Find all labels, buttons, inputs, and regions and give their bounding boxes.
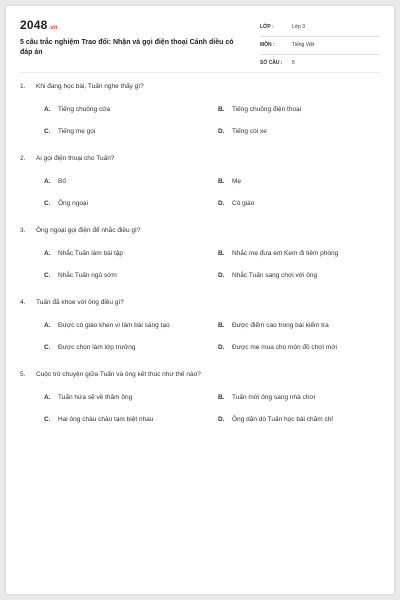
option-text: Tiếng còi xe bbox=[232, 128, 267, 135]
option-text: Nhắc Tuấn sang chơi với ông bbox=[232, 272, 318, 279]
option-text: Tiếng chuông điện thoại bbox=[232, 106, 302, 113]
option-text: Hai ông cháu chào tạm biệt nhau bbox=[58, 416, 154, 423]
option-text: Tiếng chuông cửa bbox=[58, 106, 111, 113]
option-letter: A. bbox=[44, 250, 51, 257]
question-text bbox=[20, 83, 144, 90]
option-letter: B. bbox=[218, 394, 225, 401]
meta-label: MÔN : bbox=[260, 42, 275, 48]
option-c[interactable] bbox=[44, 128, 95, 135]
question-3 bbox=[20, 222, 380, 294]
option-text: Tuấn hứa sẽ về thăm ông bbox=[58, 394, 133, 401]
option-letter: A. bbox=[44, 178, 51, 185]
question-number: 4. bbox=[20, 299, 26, 306]
option-text: Được mẹ mua cho món đồ chơi mới bbox=[232, 344, 337, 351]
option-a[interactable] bbox=[44, 250, 123, 257]
option-letter: D. bbox=[218, 344, 225, 351]
meta-label: LỚP : bbox=[260, 24, 274, 30]
option-b[interactable] bbox=[218, 394, 315, 401]
option-letter: A. bbox=[44, 106, 51, 113]
option-text: Bố bbox=[58, 178, 66, 185]
meta-value: Tiếng Việt bbox=[292, 42, 315, 48]
option-letter: A. bbox=[44, 394, 51, 401]
question-stem: Ông ngoại gọi điện để nhắc điều gì? bbox=[36, 227, 141, 234]
question-number: 5. bbox=[20, 371, 26, 378]
question-text bbox=[20, 155, 114, 162]
option-b[interactable] bbox=[218, 106, 301, 113]
option-letter: A. bbox=[44, 322, 51, 329]
question-5 bbox=[20, 366, 380, 438]
question-2 bbox=[20, 150, 380, 222]
option-d[interactable] bbox=[218, 344, 337, 351]
meta-row-count bbox=[260, 58, 380, 73]
document-title: 5 câu trắc nghiệm Trao đổi: Nhận và gọi điện thoại Cánh diều có đáp án bbox=[20, 39, 234, 56]
question-text bbox=[20, 227, 140, 234]
option-letter: D. bbox=[218, 128, 225, 135]
option-letter: D. bbox=[218, 416, 225, 423]
question-list bbox=[20, 78, 380, 438]
logo-tld: .vn bbox=[48, 25, 58, 31]
option-text: Nhắc Tuấn làm bài tập bbox=[58, 250, 124, 257]
option-a[interactable] bbox=[44, 106, 110, 113]
option-d[interactable] bbox=[218, 128, 267, 135]
header-divider bbox=[20, 72, 380, 73]
question-stem: Khi đang học bài, Tuấn nghe thấy gì? bbox=[36, 83, 144, 90]
question-number: 3. bbox=[20, 227, 26, 234]
option-text: Tiếng mẹ gọi bbox=[58, 128, 96, 135]
option-letter: B. bbox=[218, 250, 225, 257]
option-c[interactable] bbox=[44, 416, 153, 423]
question-4 bbox=[20, 294, 380, 366]
question-stem: Ai gọi điện thoại cho Tuấn? bbox=[36, 155, 115, 162]
option-a[interactable] bbox=[44, 394, 132, 401]
meta-value: 5 bbox=[292, 60, 295, 66]
option-c[interactable] bbox=[44, 200, 88, 207]
question-1 bbox=[20, 78, 380, 150]
option-b[interactable] bbox=[218, 250, 338, 257]
option-a[interactable] bbox=[44, 178, 66, 185]
option-d[interactable] bbox=[218, 272, 317, 279]
question-stem: Cuộc trò chuyện giữa Tuấn và ông kết thúc như thế nào? bbox=[36, 371, 201, 378]
option-letter: D. bbox=[218, 272, 225, 279]
option-text: Nhắc Tuấn ngủ sớm bbox=[58, 272, 117, 279]
meta-value: Lớp 3 bbox=[292, 24, 306, 30]
option-letter: B. bbox=[218, 106, 225, 113]
option-b[interactable] bbox=[218, 178, 241, 185]
option-c[interactable] bbox=[44, 344, 136, 351]
option-letter: D. bbox=[218, 200, 225, 207]
meta-label: SỐ CÂU : bbox=[260, 60, 283, 66]
logo-main: 2048 bbox=[20, 18, 48, 32]
option-text: Tuấn mời ông sang nhà chơi bbox=[232, 394, 316, 401]
option-letter: C. bbox=[44, 272, 51, 279]
option-letter: C. bbox=[44, 344, 51, 351]
meta-row-subject bbox=[260, 40, 380, 55]
question-text bbox=[20, 299, 124, 306]
meta-row-class bbox=[260, 22, 380, 37]
option-b[interactable] bbox=[218, 322, 329, 329]
option-a[interactable] bbox=[44, 322, 170, 329]
option-letter: B. bbox=[218, 178, 225, 185]
option-letter: C. bbox=[44, 416, 51, 423]
option-letter: B. bbox=[218, 322, 225, 329]
option-d[interactable] bbox=[218, 416, 333, 423]
option-text: Ông ngoại bbox=[58, 200, 88, 207]
site-logo[interactable] bbox=[20, 18, 58, 32]
option-text: Nhắc mẹ đưa em Kem đi tiêm phòng bbox=[232, 250, 339, 257]
option-text: Mẹ bbox=[232, 178, 242, 185]
option-c[interactable] bbox=[44, 272, 117, 279]
option-text: Được chọn làm lớp trưởng bbox=[58, 344, 136, 351]
document-page bbox=[6, 6, 394, 594]
document-header bbox=[20, 18, 380, 68]
option-letter: C. bbox=[44, 200, 51, 207]
question-number: 2. bbox=[20, 155, 26, 162]
meta-info bbox=[260, 22, 380, 76]
option-text: Ông dặn dò Tuấn học bài chăm chỉ bbox=[232, 416, 333, 423]
question-number: 1. bbox=[20, 83, 26, 90]
option-letter: C. bbox=[44, 128, 51, 135]
question-stem: Tuấn đã khoe với ông điều gì? bbox=[36, 299, 124, 306]
option-text: Được cô giáo khen vì làm bài sáng tạo bbox=[58, 322, 170, 329]
option-text: Được điểm cao trong bài kiểm tra bbox=[232, 322, 329, 329]
question-text bbox=[20, 371, 201, 378]
option-text: Cô giáo bbox=[232, 200, 255, 207]
option-d[interactable] bbox=[218, 200, 254, 207]
